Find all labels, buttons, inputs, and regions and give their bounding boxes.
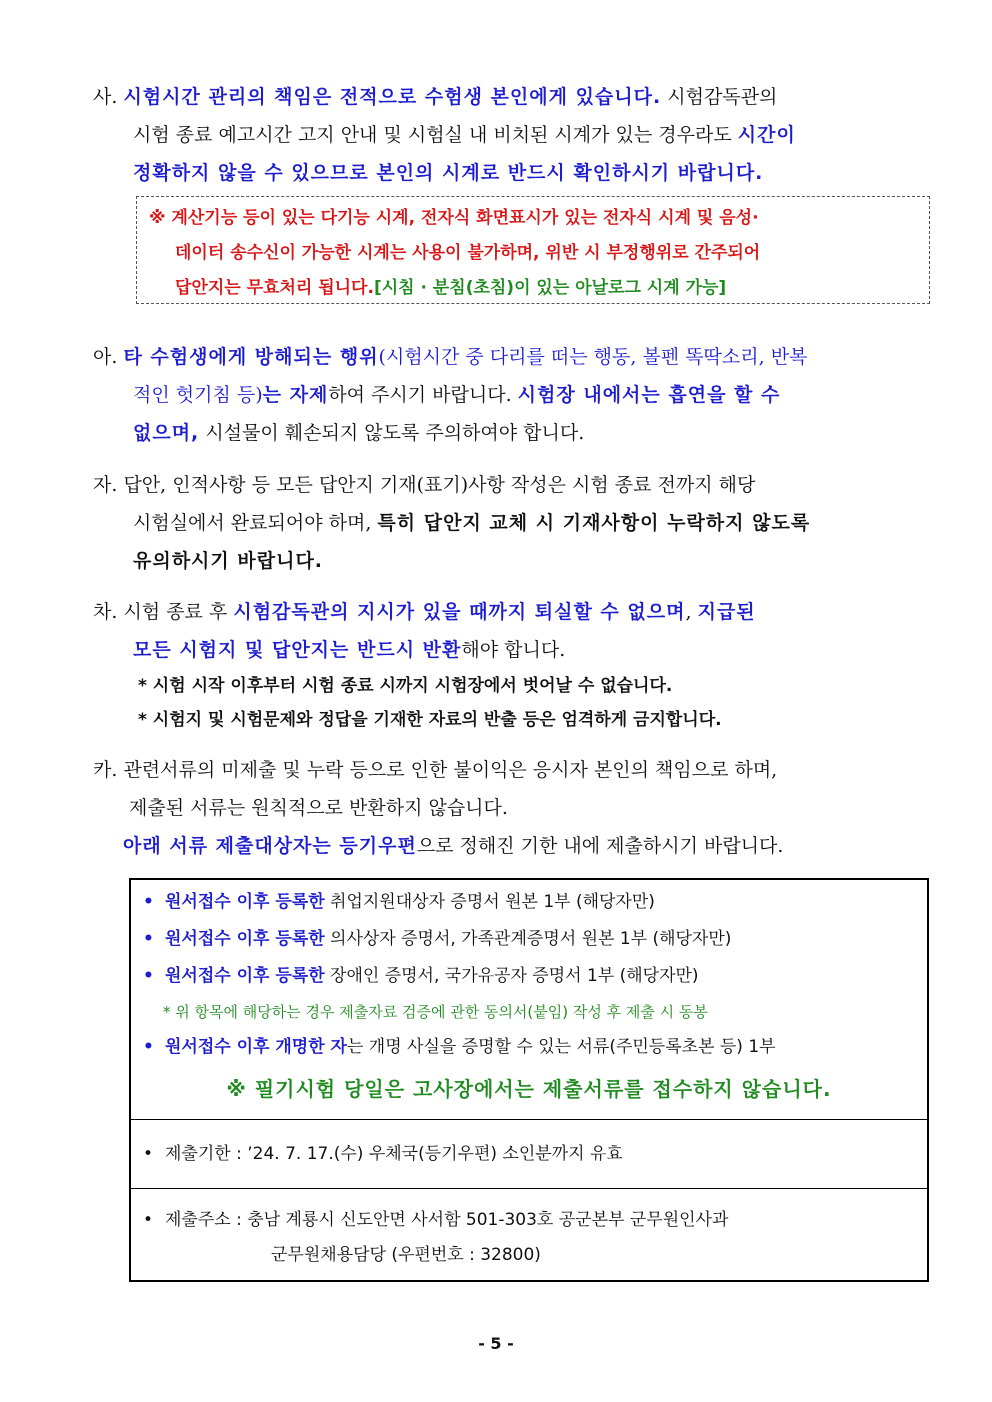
sa-time-responsibility: 시험시간 관리의 책임은 전적으로 수험생 본인에게 있습니다. [123,86,662,108]
a-line-3 [93,414,933,452]
cha-note-1: * 시험 시작 이후부터 시험 종료 시까지 시험장에서 벗어날 수 없습니다. [138,676,673,696]
cha-line-1-blue2: 지급된 [697,601,756,623]
ja-line-3 [93,542,933,580]
ka-line-3-rest: 으로 정해진 기한 내에 제출하시기 바랍니다. [416,835,784,857]
sa-line-2-blue: 시간이 [737,124,796,146]
sa-marker: 사. [93,86,118,108]
document-item-bold: 원서접수 이후 등록한 [165,892,325,912]
cha-line-2 [93,631,933,669]
sa-line-1 [93,78,933,116]
ka-line-3-blue: 아래 서류 제출대상자는 등기우편 [123,835,417,857]
cha-note-2: * 시험지 및 시험문제와 정답을 기재한 자료의 반출 등은 엄격하게 금지합니다. [138,710,722,730]
exam-day-notice: ※ 필기시험 당일은 고사장에서는 제출서류를 접수하지 않습니다. [226,1077,832,1101]
section-ka [93,751,933,865]
bullet-icon: • [143,1144,154,1164]
ka-line-2-text: 제출된 서류는 원칙적으로 반환하지 않습니다. [129,797,508,819]
document-item-text: 는 개명 사실을 증명할 수 있는 서류(주민등록초본 등) 1부 [346,1037,776,1057]
a-line-3-rest: 시설물이 훼손되지 않도록 주의하여야 합니다. [199,422,585,444]
ka-line-2 [93,789,933,827]
cha-line-1-blue: 시험감독관의 지시가 있을 때까지 퇴실할 수 없으며 [233,601,686,623]
ja-line-1-text: 답안, 인적사항 등 모든 답안지 기재(표기)사항 작성은 시험 종료 전까지 해당 [123,474,756,496]
document-item [143,958,927,995]
submission-documents-box [129,878,929,1282]
ja-line-2 [93,504,933,542]
ja-line-2-bold: 특히 답안지 교체 시 기재사항이 누락하지 않도록 [377,512,811,534]
section-a [93,338,933,452]
sa-line-1-rest: 시험감독관의 [661,86,778,108]
warning-line-3 [149,271,919,306]
sa-line-3 [93,154,933,192]
ja-line-3-bold: 유의하시기 바랍니다. [133,550,324,572]
section-sa [93,78,933,192]
a-line-2-text: 적인 헛기침 등) [133,384,263,406]
a-line-1-rest: (시험시간 중 다리를 떠는 행동, 볼펜 똑딱소리, 반복 [378,346,808,368]
document-item-text: 장애인 증명서, 국가유공자 증명서 1부 (해당자만) [324,966,699,986]
ka-line-3 [93,827,933,865]
warning-invalid: 답안지는 무효처리 됩니다. [175,278,374,298]
document-item-bold: 원서접수 이후 등록한 [165,929,325,949]
document-item-text: 취업지원대상자 증명서 원본 1부 (해당자만) [324,892,655,912]
ka-line-1-text: 관련서류의 미제출 및 누락 등으로 인한 불이익은 응시자 본인의 책임으로 하며, [123,759,778,781]
a-line-1-blue: 타 수험생에게 방해되는 행위 [123,346,379,368]
consent-note: * 위 항목에 해당하는 경우 제출자료 검증에 관한 동의서(붙임) 작성 후 제출 시 동봉 [163,1003,708,1021]
deadline-text: 제출기한 : ’24. 7. 17.(수) 우체국(등기우편) 소인분까지 유효 [165,1144,623,1164]
cha-line-2-blue: 모든 시험지 및 답안지는 반드시 반환 [133,639,462,661]
a-line-2-blue1: 는 자제 [262,384,329,406]
a-line-2-mid: 하여 주시기 바랍니다. [328,384,518,406]
address-line-2: 군무원채용담당 (우편번호 : 32800) [271,1245,541,1265]
sa-line-3-blue: 정확하지 않을 수 있으므로 본인의 시계로 반드시 확인하시기 바랍니다. [133,162,764,184]
document-item-text: 의사상자 증명서, 가족관계증명서 원본 1부 (해당자만) [324,929,732,949]
bullet-icon: • [143,929,154,949]
deadline-row [131,1119,927,1188]
cha-line-1-text: 시험 종료 후 [123,601,234,623]
a-line-2-blue2: 시험장 내에서는 흡연을 할 수 [517,384,781,406]
document-item [143,884,927,921]
bullet-icon: • [143,892,154,912]
ka-line-1 [93,751,933,789]
warning-analog-allowed: [시침 · 분침(초침)이 있는 아날로그 시계 가능] [373,278,727,298]
bullet-icon: • [143,1210,154,1230]
cha-marker: 차. [93,601,118,623]
ka-marker: 카. [93,759,118,781]
page-number: - 5 - [478,1334,514,1353]
warning-line-2: 데이터 송수신이 가능한 시계는 사용이 불가하며, 위반 시 부정행위로 간주되어 [175,243,761,263]
document-item-bold: 원서접수 이후 등록한 [165,966,325,986]
a-line-3-blue: 없으며, [133,422,200,444]
section-ja [93,466,933,580]
sa-line-2 [93,116,933,154]
document-item-bold: 원서접수 이후 개명한 자 [165,1037,347,1057]
ja-line-1 [93,466,933,504]
bullet-icon: • [143,966,154,986]
documents-list [131,880,927,1112]
address-line-1: 제출주소 : 충남 계룡시 신도안면 사서함 501-303호 공군본부 군무원인사과 [165,1210,729,1230]
address-row [131,1188,927,1273]
a-line-1 [93,338,933,376]
a-marker: 아. [93,346,118,368]
section-cha [93,593,933,737]
sa-line-2-text: 시험 종료 예고시간 고지 안내 및 시험실 내 비치된 시계가 있는 경우라도 [133,124,738,146]
ja-marker: 자. [93,474,118,496]
cha-line-1-comma: , [685,601,698,623]
document-item-rename [143,1029,927,1066]
document-item [143,921,927,958]
cha-line-1 [93,593,933,631]
bullet-icon: • [143,1037,154,1057]
warning-line-1: ※ 계산기능 등이 있는 다기능 시계, 전자식 화면표시가 있는 전자식 시계 및 음성· [149,208,759,228]
watch-warning-box [136,196,930,304]
cha-line-2-rest: 해야 합니다. [461,639,566,661]
a-line-2 [93,376,933,414]
ja-line-2-text: 시험실에서 완료되어야 하며, [133,512,378,534]
